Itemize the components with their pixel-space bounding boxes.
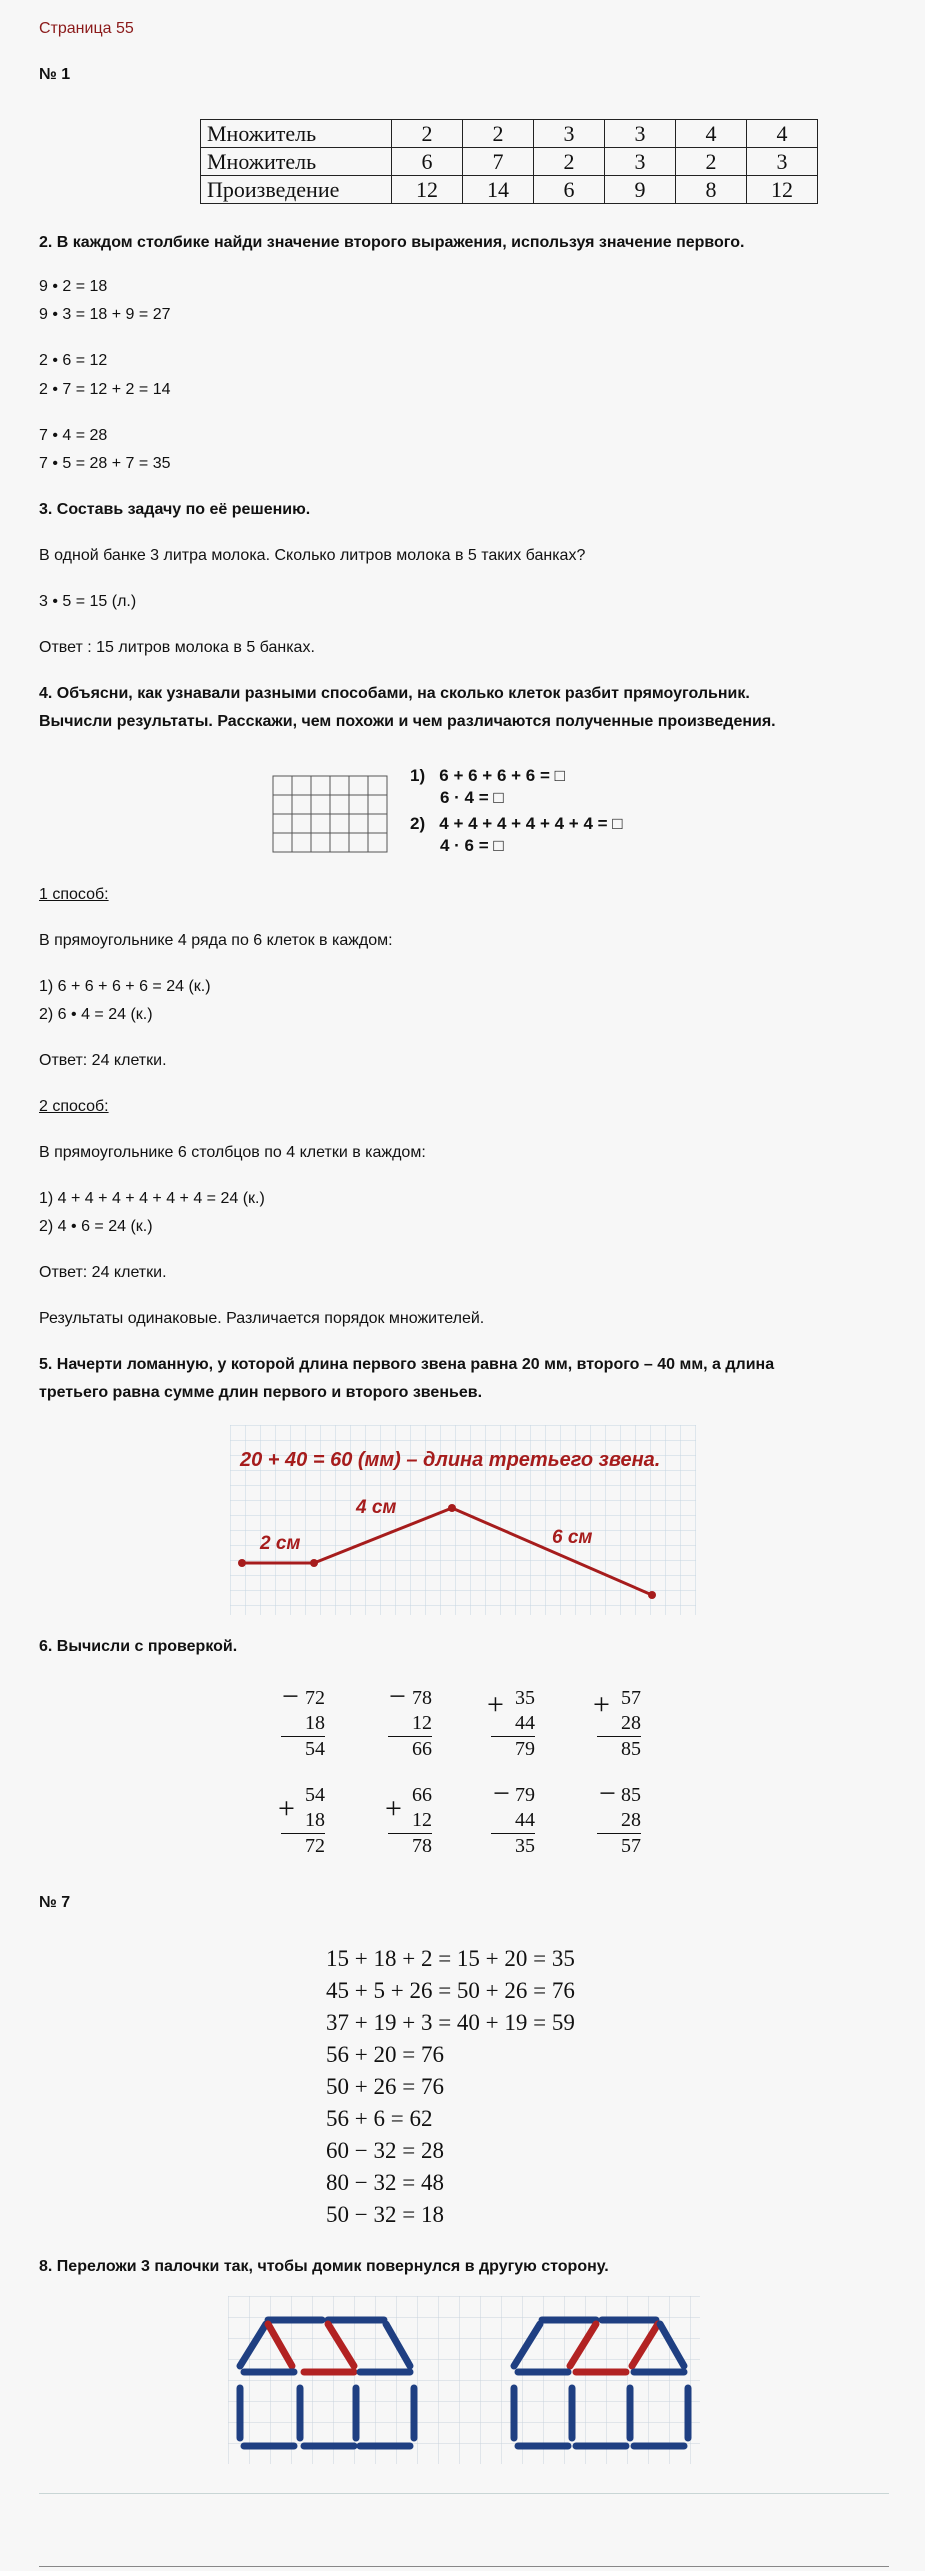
task2-heading: 2. В каждом столбике найди значение второго выражения, используя значение первого.: [39, 234, 745, 251]
way1-step: 2) 6 • 4 = 24 (к.): [39, 1006, 153, 1023]
table-cell: 3: [747, 148, 818, 176]
segment-label: 4 см: [356, 1497, 397, 1518]
expr-product: 6 · 4 = □: [440, 788, 504, 807]
table-cell: 3: [605, 148, 676, 176]
way2-answer: Ответ: 24 клетки.: [39, 1264, 167, 1281]
calc-result: 85: [621, 1738, 641, 1760]
calc-sign: +: [278, 1792, 295, 1825]
calc-sign: −: [599, 1777, 616, 1810]
calc-operand: 18: [281, 1808, 325, 1834]
calc-operand: 18: [281, 1711, 325, 1737]
table-cell: 2: [676, 148, 747, 176]
way1-text: В прямоугольнике 4 ряда по 6 клеток в каждом:: [39, 932, 393, 949]
task7-equation: 15 + 18 + 2 = 15 + 20 = 35: [326, 1946, 575, 1971]
task7-equation: 60 − 32 = 28: [326, 2138, 444, 2163]
calc-result: 72: [305, 1835, 325, 1857]
vertex-point: [448, 1504, 456, 1512]
task7-equation: 45 + 5 + 26 = 50 + 26 = 76: [326, 1978, 575, 2003]
column-calc: [388, 1686, 432, 1762]
calc-result: 78: [412, 1835, 432, 1857]
calc-operand: 54: [305, 1784, 325, 1806]
calc-operand: 78: [412, 1687, 432, 1709]
expr-number: 2): [410, 814, 426, 833]
calc-result: 35: [515, 1835, 535, 1857]
table-row: [201, 176, 818, 204]
task2-line: 9 • 2 = 18: [39, 278, 108, 295]
column-calc: [281, 1686, 325, 1762]
segment-label: 6 см: [552, 1527, 593, 1548]
calc-result: 54: [305, 1738, 325, 1760]
task4-heading-cont: Вычисли результаты. Расскажи, чем похожи и чем различаются полученные произведения.: [39, 713, 776, 730]
row-label: Произведение: [201, 176, 392, 204]
task2-line: 7 • 4 = 28: [39, 427, 108, 444]
task4-heading: 4. Объясни, как узнавали разными способами, на сколько клеток разбит прямоугольник.: [39, 685, 750, 702]
divider: [39, 2566, 889, 2567]
divider: [39, 2493, 889, 2494]
table-row: [201, 120, 818, 148]
expr-number: 1): [410, 766, 426, 785]
way2-label: 2 способ:: [39, 1098, 109, 1115]
calc-operand: 66: [412, 1784, 432, 1806]
task2-line: 9 • 3 = 18 + 9 = 27: [39, 306, 171, 323]
way2-step: 2) 4 • 6 = 24 (к.): [39, 1218, 153, 1235]
calc-operand: 28: [597, 1808, 641, 1834]
calc-sign: +: [385, 1792, 402, 1825]
calc-operand: 72: [305, 1687, 325, 1709]
page-title: Страница 55: [39, 20, 134, 37]
task3-answer: Ответ : 15 литров молока в 5 банках.: [39, 639, 315, 656]
segment-label: 2 см: [260, 1533, 301, 1554]
grid-rectangle-figure: [272, 770, 390, 854]
column-calc: [597, 1686, 641, 1762]
table-cell: 6: [392, 148, 463, 176]
calc-result: 57: [621, 1835, 641, 1857]
calc-operand: 12: [388, 1808, 432, 1834]
table-cell: 7: [463, 148, 534, 176]
table-cell: 8: [676, 176, 747, 204]
calc-operand: 79: [515, 1784, 535, 1806]
calc-operand: 85: [621, 1784, 641, 1806]
way1-answer: Ответ: 24 клетки.: [39, 1052, 167, 1069]
task5-heading: 5. Начерти ломанную, у которой длина первого звена равна 20 мм, второго – 40 мм, а длина: [39, 1356, 775, 1373]
table-cell: 4: [676, 120, 747, 148]
table-cell: 3: [534, 120, 605, 148]
table-cell: 9: [605, 176, 676, 204]
calc-sign: −: [493, 1777, 510, 1810]
table-cell: 3: [605, 120, 676, 148]
column-calc: [491, 1686, 535, 1762]
calc-operand: 44: [491, 1808, 535, 1834]
calc-result: 66: [412, 1738, 432, 1760]
table-cell: 12: [392, 176, 463, 204]
way2-text: В прямоугольнике 6 столбцов по 4 клетки в каждом:: [39, 1144, 426, 1161]
row-label: Множитель: [201, 120, 392, 148]
column-calc: [597, 1783, 641, 1859]
task7-equation: 50 − 32 = 18: [326, 2202, 444, 2227]
column-calc: [281, 1783, 325, 1859]
calc-sign: +: [487, 1688, 504, 1721]
vertex-point: [648, 1591, 656, 1599]
table-cell: 12: [747, 176, 818, 204]
broken-line-figure: [230, 1425, 696, 1615]
expr-product: 4 · 6 = □: [440, 836, 504, 855]
task5-heading-cont: третьего равна сумме длин первого и второго звеньев.: [39, 1384, 483, 1401]
vertex-point: [310, 1559, 318, 1567]
column-calc: [388, 1783, 432, 1859]
broken-line-caption: 20 + 40 = 60 (мм) – длина третьего звена.: [240, 1449, 661, 1471]
task3-solution: 3 • 5 = 15 (л.): [39, 593, 137, 610]
matchstick-houses-figure: [228, 2296, 700, 2464]
table-row: [201, 148, 818, 176]
task2-line: 7 • 5 = 28 + 7 = 35: [39, 455, 171, 472]
task2-line: 2 • 7 = 12 + 2 = 14: [39, 381, 171, 398]
column-calc: [491, 1783, 535, 1859]
row-label: Множитель: [201, 148, 392, 176]
task4-conclusion: Результаты одинаковые. Различается порядок множителей.: [39, 1310, 485, 1327]
vertex-point: [238, 1559, 246, 1567]
task1-heading: № 1: [39, 66, 71, 83]
calc-operand: 12: [388, 1711, 432, 1737]
task7-equation: 37 + 19 + 3 = 40 + 19 = 59: [326, 2010, 575, 2035]
table-cell: 14: [463, 176, 534, 204]
way2-step: 1) 4 + 4 + 4 + 4 + 4 + 4 = 24 (к.): [39, 1190, 265, 1207]
task7-equation: 80 − 32 = 48: [326, 2170, 444, 2195]
task7-heading: № 7: [39, 1894, 71, 1911]
task7-equation: 56 + 20 = 76: [326, 2042, 444, 2067]
calc-sign: +: [593, 1688, 610, 1721]
multiplication-table: [200, 119, 818, 204]
table-cell: 6: [534, 176, 605, 204]
task2-line: 2 • 6 = 12: [39, 352, 108, 369]
expr-sum: 6 + 6 + 6 + 6 = □: [439, 766, 565, 785]
calc-result: 79: [515, 1738, 535, 1760]
task8-heading: 8. Переложи 3 палочки так, чтобы домик повернулся в другую сторону.: [39, 2258, 609, 2275]
table-cell: 2: [392, 120, 463, 148]
way1-step: 1) 6 + 6 + 6 + 6 = 24 (к.): [39, 978, 211, 995]
calc-operand: 35: [515, 1687, 535, 1709]
task3-heading: 3. Составь задачу по её решению.: [39, 501, 311, 518]
task4-expressions: [410, 765, 623, 857]
calc-sign: −: [389, 1680, 406, 1713]
way1-label: 1 способ:: [39, 886, 109, 903]
calc-sign: −: [282, 1680, 299, 1713]
task7-equation: 56 + 6 = 62: [326, 2106, 433, 2131]
table-cell: 4: [747, 120, 818, 148]
calc-operand: 28: [597, 1711, 641, 1737]
calc-operand: 44: [491, 1711, 535, 1737]
task3-problem: В одной банке 3 литра молока. Сколько литров молока в 5 таких банках?: [39, 547, 586, 564]
table-cell: 2: [534, 148, 605, 176]
calc-operand: 57: [621, 1687, 641, 1709]
task7-equation: 50 + 26 = 76: [326, 2074, 444, 2099]
table-cell: 2: [463, 120, 534, 148]
task6-heading: 6. Вычисли с проверкой.: [39, 1638, 238, 1655]
expr-sum: 4 + 4 + 4 + 4 + 4 + 4 = □: [439, 814, 623, 833]
